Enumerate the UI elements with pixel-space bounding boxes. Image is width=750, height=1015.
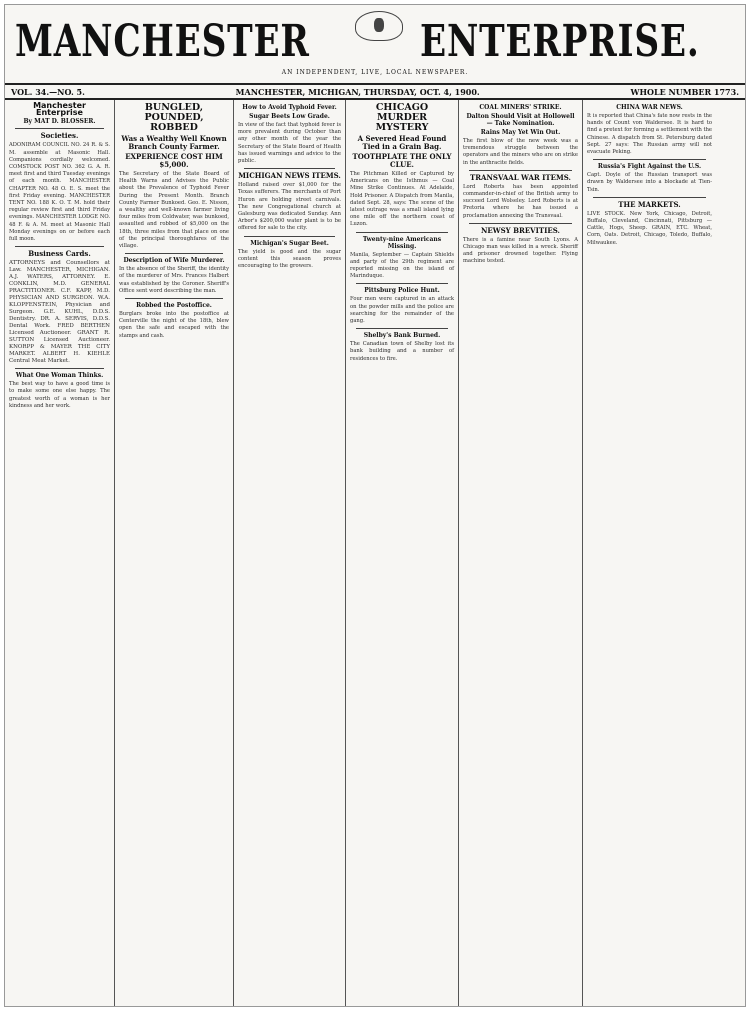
section-text: The Pitchman Killed or Captured by Americans on the Isthmus — Coal Mine Strike Continues. At Adelaide, Hold Prisoner. A Dispatch from Manila, dated Sept. 28, says: The scene of the latest outrage was a small island lying one mile off the northern coast of Luzon. (350, 171, 454, 228)
section-title: THE MARKETS. (618, 199, 681, 209)
section-title: Pittsburg Police Hunt. (364, 287, 440, 295)
section-text: Capt. Doyle of the Russian transport was drawn by Waldersee into a blockade at Tien-Tsin. (587, 172, 712, 193)
masthead-seal-icon (323, 11, 435, 59)
whole-number: WHOLE NUMBER 1773. (630, 86, 739, 97)
section-title: MICHIGAN NEWS ITEMS. (238, 171, 341, 181)
masthead-title-right: ENTERPRISE. (420, 16, 700, 67)
section-text: The Canadian town of Shelby lost its bank building and a number of residences to fire. (350, 341, 454, 362)
newspaper-page (4, 4, 746, 1007)
section-text: The yield is good and the sugar content this season proves encouraging to the growers. (238, 248, 341, 270)
section-title: Societies. (40, 131, 79, 141)
section-text: Lord Roberts has been appointed commander-in-chief of the British army to succeed Lord Wolseley. Lord Roberts is at Pretoria where he has issued a proclamation annexing the Transvaal. (463, 183, 578, 219)
paper-name: Manchester Enterprise (33, 101, 86, 118)
section-text: The Secretary of the State Board of Health Warns and Advises the Public about the Prevalence of Typhoid Fever During the Present Month. Branch County Farmer Bunkoed. Geo. E. Nisson, a wealthy and well-known farmer living four miles from Coldwater, was bunkoed, assaulted and robbed of $5,000 on the 18th, three miles from that place on one of the principal thoroughfares of the village. (119, 171, 229, 250)
section-title: EXPERIENCE COST HIM $5,000. (125, 152, 223, 169)
column-5 (459, 100, 583, 1006)
columns (5, 100, 745, 1006)
section-title: Shelby's Bank Burned. (363, 332, 441, 340)
column-4 (346, 100, 459, 1006)
subheadline: A Severed Head Found Tied in a Grain Bag. (357, 134, 447, 151)
section-text: The best way to have a good time is to make some one else happy. The greatest worth of a woman is her kindness and her work. (9, 381, 110, 409)
section-text: Manila, September — Captain Shields and party of the 29th regiment are reported missing on the island of Marinduque. (350, 251, 454, 280)
section-text: Burglars broke into the postoffice at Centerville the night of the 18th, blew open the safe and escaped with the stamps and cash. (119, 311, 229, 339)
section-title: Business Cards. (28, 249, 91, 259)
section-title: Rains May Yet Win Out. (480, 129, 561, 136)
section-text: ATTORNEYS and Counsellors at Law. MANCHESTER, MICHIGAN. A.J. WATERS, ATTORNEY. E. CONKLIN, M.D. GENERAL PRACTITIONER. C.F. KAPP, M.D. PHYSICIAN AND SURGEON. W.A. KLOPFENSTEIN, Physician and Surgeon. G.E. KUHL, D.D.S. Dentistry. DR. A. SERVIS, D.D.S. Dental Work. FRED BERTHEN Licensed Auctioneer. GRANT R. SUTTON Licensed Auctioneer. KNORPP & MAYER THE CITY MARKET. ALBERT H. KIEHLE Central Meat Market. (9, 260, 110, 365)
dateline (5, 85, 745, 100)
column-1 (5, 100, 115, 1006)
section-title: TOOTHPLATE THE ONLY CLUE. (352, 152, 452, 169)
byline: By MAT D. BLOSSER. (23, 118, 96, 126)
section-text: Holland raised over $1,000 for the Texas sufferers. The merchants of Port Huron are holding street carnivals. The new Congregational church at Galesburg was dedicated Sunday. Ann Arbor's $200,000 water plant is to be offered for sale to the city. (238, 182, 341, 232)
column-3 (234, 100, 346, 1006)
section-title: Robbed the Postoffice. (136, 302, 212, 310)
section-text: There is a famine near South Lyons. A Chicago man was killed in a wreck. Sheriff and prisoner drowned together. Flying machine tested. (463, 236, 578, 265)
section-title: Description of Wife Murderer. (123, 257, 225, 265)
section-text: Four men were captured in an attack on the powder mills and the police are searching for the remainder of the gang. (350, 296, 454, 325)
masthead (5, 5, 745, 85)
headline: COAL MINERS' STRIKE. (479, 104, 562, 111)
section-text: ADONIRAM COUNCIL NO. 24 R. & S. M. assemble at Masonic Hall. Companions cordially welcomed. COMSTOCK POST NO. 362 G. A. R. meet first and third Tuesday evenings of each month. MANCHESTER CHAPTER NO. 48 O. E. S. meet the first Friday evening. MANCHESTER TENT NO. 188 K. O. T. M. hold their regular review first and third Friday evenings. MANCHESTER LODGE NO. 48 F. & A. M. meet at Masonic Hall Monday evenings on or before each full moon. (9, 142, 110, 243)
masthead-title-left: MANCHESTER (15, 16, 310, 67)
section-text: In view of the fact that typhoid fever is more prevalent during October than any other month of the year the Secretary of the State Board of Health has issued warnings and advice to the public. (238, 122, 341, 165)
column-6 (583, 100, 716, 1006)
masthead-tagline: AN INDEPENDENT, LIVE, LOCAL NEWSPAPER. (281, 69, 469, 76)
section-title: What One Woman Thinks. (15, 372, 104, 380)
section-text: LIVE STOCK. New York, Chicago, Detroit, Buffalo, Cleveland, Cincinnati, Pittsburg — Cattle, Hogs, Sheep. GRAIN, ETC. Wheat, Corn, Oats. Detroit, Chicago, Toledo, Buffalo, Milwaukee. (587, 210, 712, 246)
section-title: Sugar Beets Low Grade. (249, 113, 330, 120)
section-title: NEWSY BREVITIES. (481, 225, 560, 235)
section-title: TRANSVAAL WAR ITEMS. (470, 172, 571, 182)
headline: How to Avoid Typhoid Fever. (242, 104, 337, 111)
section-text: The first blow of the new week was a tremendous struggle between the operators and the miners who are on strike in the anthracite fields. (463, 138, 578, 166)
section-text: It is reported that China's fate now rests in the hands of Count von Waldersee. It is hard to find a pretext for forming a settlement with the Chinese. A dispatch from St. Petersburg dated Sept. 27 says: The Russian army will not evacuate Peking. (587, 113, 712, 156)
subheadline: Was a Wealthy Well Known Branch County Farmer. (121, 134, 227, 151)
headline: CHINA WAR NEWS. (616, 104, 683, 111)
section-text: In the absence of the Sheriff, the identity of the murderer of Mrs. Frances Halbert was established by the Coroner. Sheriff's Office sent word describing the man. (119, 266, 229, 294)
column-2 (115, 100, 234, 1006)
volume-number: VOL. 34.—NO. 5. (11, 86, 85, 97)
headline: CHICAGO MURDER MYSTERY (375, 102, 429, 133)
section-title: Russia's Fight Against the U.S. (597, 163, 702, 171)
subheadline: Dalton Should Visit at Hollowell — Take Nomination. (466, 113, 575, 127)
headline: BUNGLED, POUNDED, ROBBED (144, 102, 204, 133)
place-date: MANCHESTER, MICHIGAN, THURSDAY, OCT. 4, 1900. (235, 86, 480, 97)
section-title: Michigan's Sugar Beet. (250, 239, 329, 247)
section-title: Twenty-nine Americans Missing. (362, 235, 442, 250)
